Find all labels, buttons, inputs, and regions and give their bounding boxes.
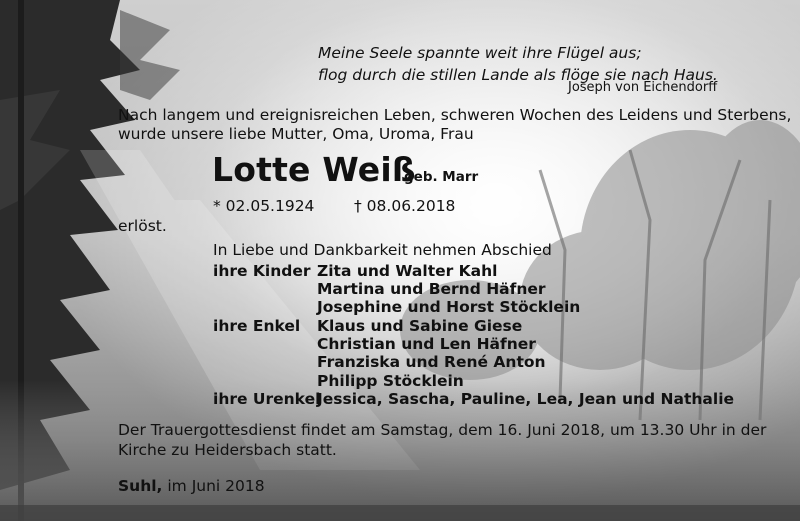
mourner-names: Josephine und Horst Stöcklein bbox=[317, 298, 581, 316]
relation-label: ihre Kinder bbox=[213, 262, 311, 280]
mourner-names: Christian und Len Häfner bbox=[317, 335, 536, 353]
mourner-names: Klaus und Sabine Giese bbox=[317, 317, 523, 335]
mourners-list bbox=[213, 262, 733, 412]
place: Suhl, bbox=[118, 477, 163, 495]
service-line-2: Kirche zu Heidersbach statt. bbox=[118, 441, 337, 459]
service-line-1: Der Trauergottesdienst findet am Samstag, dem 16. Juni 2018, um 13.30 Uhr in der bbox=[118, 421, 767, 439]
birth-date: * 02.05.1924 bbox=[213, 197, 315, 215]
deceased-name: Lotte Weiß bbox=[212, 150, 416, 189]
released-text: erlöst. bbox=[118, 217, 167, 235]
date: im Juni 2018 bbox=[162, 477, 265, 495]
mourner-names: Zita und Walter Kahl bbox=[317, 262, 498, 280]
maiden-name: geb. Marr bbox=[404, 169, 479, 185]
relation-label: ihre Enkel bbox=[213, 317, 301, 335]
place-date bbox=[118, 476, 265, 496]
quote-author: Joseph von Eichendorff bbox=[568, 80, 718, 95]
mourner-names: Martina und Bernd Häfner bbox=[317, 280, 546, 298]
death-date: † 08.06.2018 bbox=[354, 197, 456, 215]
mourner-names: Philipp Stöcklein bbox=[317, 372, 464, 390]
quote-line-2: flog durch die stillen Lande als flöge sie nach Haus. bbox=[318, 66, 718, 84]
quote-line-1: Meine Seele spannte weit ihre Flügel aus; bbox=[318, 44, 642, 62]
mourner-names: Jessica, Sascha, Pauline, Lea, Jean und Nathalie bbox=[317, 390, 735, 408]
intro-line-1: Nach langem und ereignisreichen Leben, schweren Wochen des Leidens und Sterbens, bbox=[118, 106, 792, 124]
farewell-line: In Liebe und Dankbarkeit nehmen Abschied bbox=[213, 241, 552, 259]
relation-label: ihre Urenkel bbox=[213, 390, 321, 408]
mourner-names: Franziska und René Anton bbox=[317, 353, 546, 371]
intro-line-2: wurde unsere liebe Mutter, Oma, Uroma, Frau bbox=[118, 125, 474, 143]
